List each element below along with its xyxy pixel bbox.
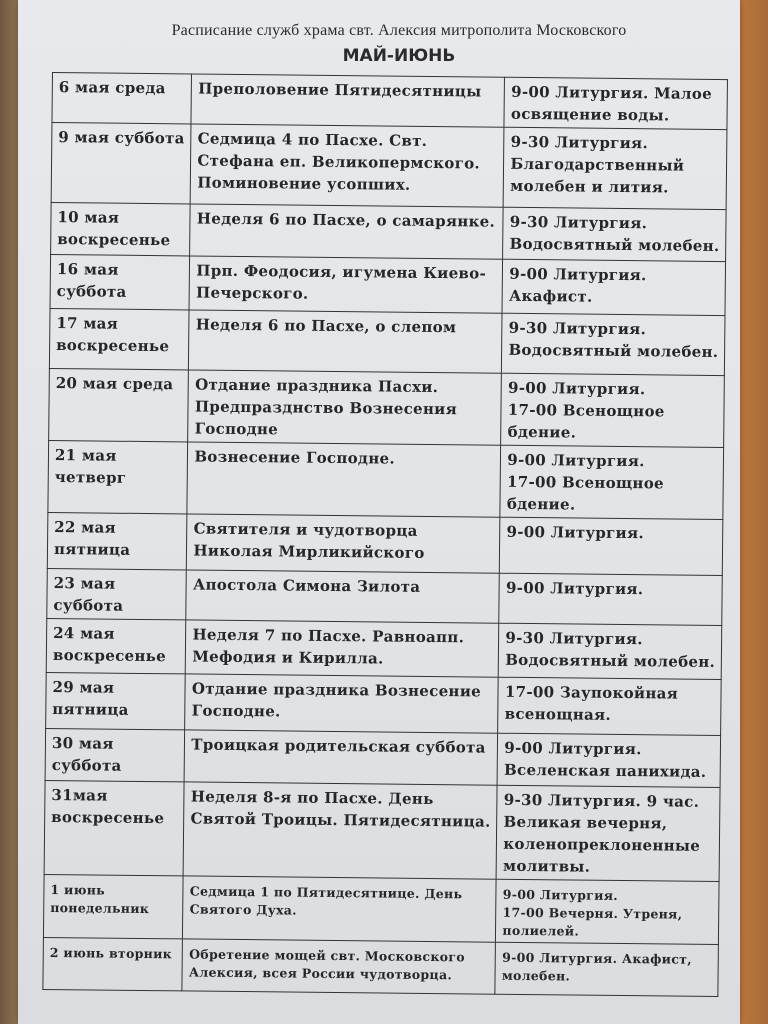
service-cell-line: Водосвятный молебен. [509, 234, 720, 255]
service-cell-line: 17-00 Заупокойная [504, 682, 679, 703]
event-cell-line: Седмица 4 по Пасхе. Свт. [197, 129, 428, 150]
event-cell-line: Неделя 6 по Пасхе, о слепом [195, 315, 457, 337]
table-row [52, 73, 728, 130]
date-cell-line: воскресенье [56, 336, 170, 356]
event-cell [187, 442, 501, 517]
date-cell-line: 22 мая [54, 518, 117, 537]
service-cell-line: 9-00 Литургия. [505, 578, 644, 599]
date-cell-line: воскресенье [57, 230, 171, 250]
event-cell-line: Отдание праздника Вознесение [191, 679, 482, 701]
service-cell-line: 9-30 Литургия. [508, 318, 647, 339]
date-cell-line: 16 мая [56, 260, 119, 279]
date-cell-line: 24 мая [53, 624, 115, 643]
event-cell-line: Седмица 1 по Пятидесятнице. День [189, 883, 463, 902]
service-cell [500, 517, 723, 575]
schedule-header [18, 22, 740, 66]
event-cell [183, 876, 497, 942]
event-cell-line: Святой Троицы. Пятидесятница. [190, 809, 491, 831]
service-cell-line: 17-00 Всенощное [507, 400, 665, 421]
event-cell [191, 74, 504, 127]
date-cell-line: 17 мая [56, 314, 119, 333]
event-cell [189, 310, 503, 373]
date-cell-line: суббота [56, 282, 127, 301]
service-cell-line: 17-00 Всенощное [507, 472, 664, 493]
event-cell [190, 204, 504, 259]
service-cell-line: всенощная. [504, 704, 612, 724]
service-cell [499, 623, 722, 679]
service-cell-line: 17-00 Вечерня. Утреня, [502, 904, 683, 922]
service-cell [497, 733, 720, 787]
date-cell [44, 780, 184, 875]
event-cell-line: Обретение мощей свт. Московского [189, 946, 466, 965]
schedule-title: МАЙ-ИЮНЬ [342, 46, 456, 66]
date-cell-line: четверг [54, 468, 127, 487]
service-cell-line: молитвы. [502, 856, 591, 876]
date-cell-line: 23 мая [53, 574, 116, 593]
service-cell [496, 785, 720, 881]
date-cell-line: 1 июнь [50, 882, 106, 898]
table-row [43, 937, 719, 996]
date-cell [49, 368, 189, 441]
schedule-table [42, 72, 728, 997]
date-cell-line: пятница [52, 700, 129, 719]
event-cell-line: Неделя 7 по Пасхе. Равноапп. [192, 625, 465, 647]
date-cell-line: суббота [53, 596, 124, 615]
event-cell [186, 620, 500, 677]
date-cell-line: суббота [51, 756, 122, 775]
date-cell [52, 73, 192, 124]
event-cell-line: Святого Духа. [189, 901, 297, 918]
event-cell-line: Неделя 6 по Пасхе, о самарянке. [196, 209, 496, 231]
table-row [44, 780, 720, 881]
service-cell-line: молебен и лития. [510, 176, 669, 197]
service-cell-line: Водосвятный молебен. [505, 650, 716, 671]
service-cell-line: Великая вечерня, [503, 812, 668, 833]
service-cell [500, 445, 724, 519]
service-cell-line: 9-00 Литургия. [507, 378, 646, 399]
date-cell-line: 30 мая [51, 734, 114, 753]
date-cell-line: 31мая [51, 786, 108, 805]
date-cell [50, 254, 190, 309]
service-cell [496, 879, 720, 944]
service-cell-line: 9-30 Литургия. [510, 132, 649, 153]
event-cell-line: Стефана еп. Великопермского. [197, 151, 481, 173]
date-cell-line: 20 мая среда [55, 374, 174, 394]
event-cell-line: Отдание праздника Пасхи. [195, 375, 439, 397]
service-cell-line: 9-00 Литургия. Акафист, [502, 949, 692, 967]
date-cell [51, 202, 191, 255]
date-cell-line: воскресенье [52, 646, 167, 666]
event-cell [187, 514, 501, 573]
date-cell-line: понедельник [50, 900, 150, 917]
service-cell-line: 9-00 Литургия. [509, 264, 647, 285]
service-cell-line: 9-30 Литургия. [505, 628, 643, 649]
event-cell-line: Святителя и чудотворца [193, 519, 418, 540]
event-cell-line: Вознесение Господне. [194, 447, 396, 468]
date-cell [47, 512, 187, 569]
event-cell-line: Господне [194, 419, 279, 439]
event-cell [184, 730, 498, 785]
event-cell-line: Апостола Симона Зилота [192, 575, 421, 596]
table-row [51, 123, 727, 210]
event-cell-line: Алексия, всея России чудотворца. [188, 964, 453, 983]
paper-sheet [18, 0, 740, 1024]
event-cell-line: Неделя 8-я по Пасхе. День [190, 787, 434, 809]
date-cell-line: воскресенье [51, 808, 165, 828]
date-cell [47, 568, 187, 619]
service-cell-line: полиелей. [502, 922, 580, 939]
date-cell-line: 21 мая [54, 446, 117, 465]
event-cell-line: Николая Мирликийского [193, 541, 425, 562]
service-cell [503, 127, 727, 209]
date-cell [43, 874, 183, 938]
event-cell-line: Печерского. [195, 283, 309, 303]
date-cell-line: 9 мая суббота [58, 128, 185, 148]
table-row [47, 568, 723, 625]
table-row [43, 874, 719, 944]
service-cell-line: Водосвятный молебен. [508, 340, 719, 361]
service-cell [502, 313, 726, 375]
service-cell-line: освящение воды. [510, 104, 670, 125]
event-cell [182, 939, 496, 994]
event-cell [189, 256, 503, 313]
event-cell-line: Троицкая родительская суббота [191, 735, 486, 757]
service-cell [503, 207, 726, 261]
service-cell-line: Благодарственный [510, 154, 685, 175]
event-cell-line: Предпразднство Вознесения [194, 397, 458, 419]
event-cell [191, 124, 505, 207]
event-cell-line: Поминовение усопших. [197, 173, 411, 194]
service-cell-line: 9-30 Литургия. 9 час. [503, 790, 700, 811]
date-cell-line: 6 мая среда [58, 78, 166, 98]
service-cell-line: бдение. [507, 422, 577, 442]
service-cell-line: коленопреклоненные [503, 834, 701, 855]
table-row [47, 512, 723, 575]
date-cell [49, 308, 189, 369]
table-row [49, 308, 725, 375]
event-cell-line: Мефодия и Кирилла. [192, 647, 384, 668]
table-row [51, 202, 727, 261]
service-cell-line: молебен. [501, 967, 571, 984]
service-cell-line: 9-00 Литургия. [502, 886, 619, 903]
table-row [50, 254, 726, 315]
service-cell [499, 573, 722, 625]
service-cell-line: бдение. [506, 494, 576, 514]
date-cell-line: 2 июнь вторник [49, 945, 173, 962]
date-cell-line: пятница [53, 540, 131, 559]
service-cell-line: 9-00 Литургия. Малое [511, 82, 713, 103]
service-cell [504, 77, 727, 129]
event-cell [186, 570, 499, 623]
date-cell [48, 440, 188, 513]
event-cell-line: Господне. [191, 701, 281, 721]
event-cell [183, 782, 497, 879]
service-cell [501, 373, 725, 447]
service-cell-line: 9-30 Литургия. [509, 212, 648, 233]
service-cell-line: 9-00 Литургия. [507, 450, 645, 471]
table-row [46, 672, 722, 735]
date-cell [45, 728, 185, 781]
event-cell [185, 674, 499, 733]
service-cell-line: 9-00 Литургия. [506, 522, 645, 543]
date-cell [43, 937, 183, 990]
event-cell-line: Прп. Феодосия, игумена Киево- [196, 261, 487, 283]
event-cell-line: Преполовение Пятидесятницы [198, 79, 482, 101]
service-cell [495, 942, 718, 996]
service-cell-line: 9-00 Литургия. [504, 738, 642, 759]
table-row [46, 618, 722, 679]
service-cell [502, 259, 725, 315]
schedule-subtitle: Расписание служб храма свт. Алексия митрополита Московского [171, 22, 627, 39]
date-cell-line: 10 мая [57, 208, 120, 227]
date-cell [46, 672, 186, 729]
date-cell-line: 29 мая [52, 678, 115, 697]
date-cell [46, 618, 186, 673]
table-row [48, 440, 724, 519]
table-row [45, 728, 721, 787]
service-cell [498, 677, 721, 735]
event-cell [188, 370, 502, 445]
service-cell-line: Акафист. [508, 286, 593, 306]
date-cell [51, 123, 191, 204]
service-cell-line: Вселенская панихида. [503, 760, 707, 781]
table-row [49, 368, 725, 447]
